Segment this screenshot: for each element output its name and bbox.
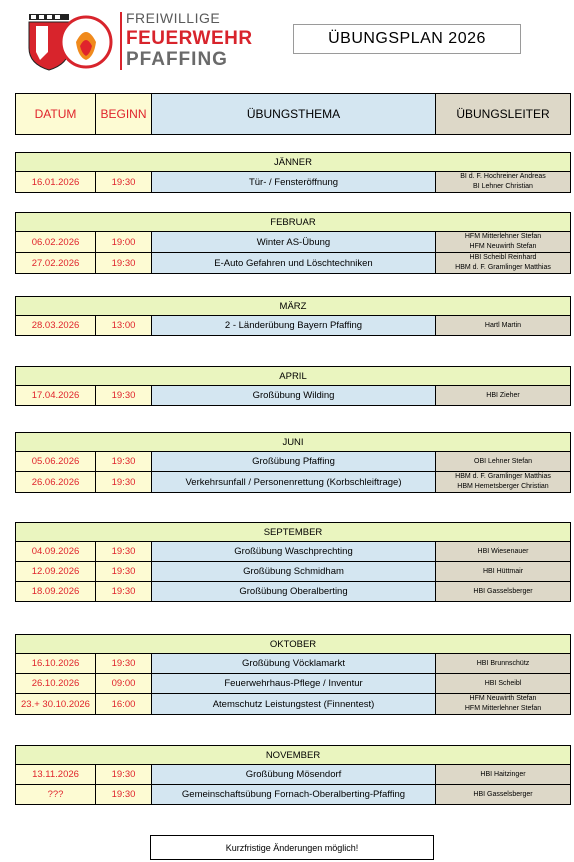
topic-cell: Gemeinschaftsübung Fornach-Oberalberting-Pfaffing (152, 785, 436, 805)
table-row (16, 386, 571, 406)
logo (28, 10, 253, 74)
topic-cell: Großübung Wilding (152, 386, 436, 406)
leader-name: HBI Scheibl (484, 679, 522, 687)
table-row (16, 765, 571, 785)
date-cell: 26.06.2026 (16, 472, 96, 493)
leader-cell (436, 386, 571, 406)
month-heading: JÄNNER (16, 153, 571, 172)
logo-line-2: FEUERWEHR (126, 28, 253, 49)
month-heading: APRIL (16, 367, 571, 386)
table-row (16, 253, 571, 274)
date-cell: 27.02.2026 (16, 253, 96, 274)
time-cell: 19:30 (96, 386, 152, 406)
leader-name: BI Lehner Christian (473, 183, 533, 190)
leader-name: HBM d. F. Gramlinger Matthias (455, 264, 551, 271)
time-cell: 19:30 (96, 785, 152, 805)
month-heading: OKTOBER (16, 635, 571, 654)
topic-cell: Großübung Waschprechting (152, 542, 436, 562)
month-table (15, 745, 571, 805)
leader-name: HBI Haitzinger (480, 770, 526, 778)
leader-cell (436, 253, 571, 274)
time-cell: 09:00 (96, 674, 152, 694)
table-row (16, 582, 571, 602)
time-cell: 13:00 (96, 316, 152, 336)
leader-name: HFM Neuwirth Stefan (469, 243, 537, 250)
leader-cell (436, 472, 571, 493)
leader-cell (436, 172, 571, 193)
leader-cell (436, 582, 571, 602)
topic-cell: Atemschutz Leistungstest (Finnentest) (152, 694, 436, 715)
leader-cell (436, 785, 571, 805)
time-cell: 19:30 (96, 542, 152, 562)
topic-cell: Feuerwehrhaus-Pflege / Inventur (152, 674, 436, 694)
leader-cell (436, 452, 571, 472)
date-cell: ??? (16, 785, 96, 805)
time-cell: 19:30 (96, 765, 152, 785)
leader-cell (436, 316, 571, 336)
time-cell: 19:30 (96, 253, 152, 274)
leader-cell (436, 674, 571, 694)
date-cell: 28.03.2026 (16, 316, 96, 336)
table-row (16, 562, 571, 582)
table-row (16, 316, 571, 336)
time-cell: 19:00 (96, 232, 152, 253)
leader-cell (436, 562, 571, 582)
table-row (16, 232, 571, 253)
topic-cell: Großübung Schmidham (152, 562, 436, 582)
header-thema: ÜBUNGSTHEMA (152, 94, 436, 135)
leader-cell (436, 765, 571, 785)
month-table (15, 366, 571, 406)
month-table (15, 152, 571, 193)
month-heading: MÄRZ (16, 297, 571, 316)
leader-name: HBM d. F. Gramlinger Matthias (455, 473, 551, 480)
topic-cell: Großübung Mösendorf (152, 765, 436, 785)
time-cell: 19:30 (96, 452, 152, 472)
month-table (15, 522, 571, 602)
month-heading: NOVEMBER (16, 746, 571, 765)
leader-cell (436, 654, 571, 674)
page-title: ÜBUNGSPLAN 2026 (293, 24, 521, 54)
table-row (16, 172, 571, 193)
table-row (16, 654, 571, 674)
time-cell: 19:30 (96, 472, 152, 493)
leader-name: OBI Lehner Stefan (474, 457, 532, 465)
month-table (15, 634, 571, 715)
date-cell: 26.10.2026 (16, 674, 96, 694)
table-row (16, 674, 571, 694)
leader-cell (436, 232, 571, 253)
leader-name: HBI Hüttmair (482, 567, 524, 575)
header-table (15, 93, 571, 135)
leader-name: HFM Mitterlehner Stefan (464, 233, 542, 240)
logo-divider (120, 12, 122, 70)
table-row (16, 452, 571, 472)
topic-cell: Verkehrsunfall / Personenrettung (Korbschleiftrage) (152, 472, 436, 493)
month-heading: JUNI (16, 433, 571, 452)
leader-name: HBI Scheibl Reinhard (469, 254, 537, 261)
date-cell: 17.04.2026 (16, 386, 96, 406)
month-heading: FEBRUAR (16, 213, 571, 232)
date-cell: 05.06.2026 (16, 452, 96, 472)
leader-name: HBI Wiesenauer (477, 547, 529, 555)
logo-line-1: FREIWILLIGE (126, 10, 221, 26)
topic-cell: Tür- / Fensteröffnung (152, 172, 436, 193)
topic-cell: Großübung Oberalberting (152, 582, 436, 602)
topic-cell: Großübung Pfaffing (152, 452, 436, 472)
table-row (16, 542, 571, 562)
time-cell: 16:00 (96, 694, 152, 715)
leader-name: HBI Brunnschütz (476, 659, 530, 667)
date-cell: 12.09.2026 (16, 562, 96, 582)
leader-cell (436, 542, 571, 562)
logo-line-3: PFAFFING (126, 49, 228, 70)
date-cell: 16.10.2026 (16, 654, 96, 674)
date-cell: 06.02.2026 (16, 232, 96, 253)
topic-cell: E-Auto Gefahren und Löschtechniken (152, 253, 436, 274)
leader-cell (436, 694, 571, 715)
leader-name: HBI Gasselsberger (473, 790, 533, 798)
header-beginn: BEGINN (96, 94, 152, 135)
table-row (16, 472, 571, 493)
header-datum: DATUM (16, 94, 96, 135)
leader-name: HFM Mitterlehner Stefan (464, 705, 542, 712)
month-heading: SEPTEMBER (16, 523, 571, 542)
month-table (15, 212, 571, 274)
date-cell: 23.+ 30.10.2026 (16, 694, 96, 715)
topic-cell: Großübung Vöcklamarkt (152, 654, 436, 674)
leader-name: BI d. F. Hochreiner Andreas (460, 173, 546, 180)
leader-name: HBI Gasselsberger (473, 587, 533, 595)
table-row (16, 785, 571, 805)
time-cell: 19:30 (96, 562, 152, 582)
leader-name: Hartl Martin (484, 321, 522, 329)
leader-name: HBI Zieher (486, 391, 520, 399)
month-table (15, 432, 571, 493)
topic-cell: 2 - Länderübung Bayern Pfaffing (152, 316, 436, 336)
fire-department-emblem-icon (28, 12, 116, 72)
table-row (16, 694, 571, 715)
date-cell: 16.01.2026 (16, 172, 96, 193)
date-cell: 04.09.2026 (16, 542, 96, 562)
header-leiter: ÜBUNGSLEITER (436, 94, 571, 135)
leader-name: HFM Neuwirth Stefan (469, 695, 537, 702)
time-cell: 19:30 (96, 654, 152, 674)
time-cell: 19:30 (96, 582, 152, 602)
month-table (15, 296, 571, 336)
leader-name: HBM Hemetsberger Christian (457, 483, 549, 490)
footer-note: Kurzfristige Änderungen möglich! (150, 835, 434, 860)
topic-cell: Winter AS-Übung (152, 232, 436, 253)
date-cell: 18.09.2026 (16, 582, 96, 602)
date-cell: 13.11.2026 (16, 765, 96, 785)
time-cell: 19:30 (96, 172, 152, 193)
